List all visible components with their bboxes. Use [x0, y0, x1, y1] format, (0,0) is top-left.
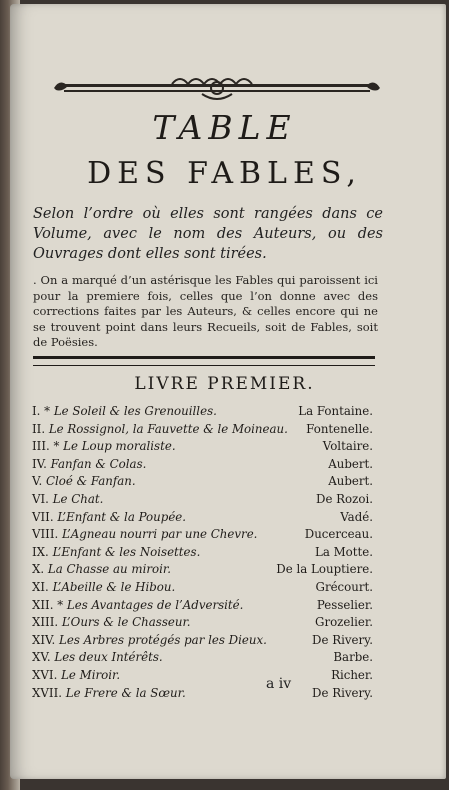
fable-title: L’Abeille & le Hibou.: [52, 579, 176, 594]
fable-title: L’Ours & le Chasseur.: [61, 615, 191, 630]
fable-author: La Fontaine.: [298, 404, 373, 418]
fable-author: Grozelier.: [315, 615, 373, 630]
fable-title: Le Miroir.: [61, 667, 121, 682]
fable-number: XIII.: [32, 615, 59, 630]
fable-author: De Rivery.: [312, 632, 373, 647]
section-title: LIVRE PREMIER.: [134, 374, 315, 394]
title-des-fables: DES FABLES,: [87, 156, 362, 191]
fable-author: Pesselier.: [316, 597, 373, 612]
fable-author: Aubert.: [328, 474, 373, 489]
fable-number: XV.: [32, 650, 51, 665]
fable-number: VII.: [32, 509, 54, 524]
fable-title: Cloé & Fanfan.: [45, 474, 136, 489]
divider-rule: [33, 356, 375, 366]
list-item: [32, 457, 373, 475]
fable-number: III. *: [32, 439, 60, 454]
fable-author: De Rivery.: [312, 685, 373, 700]
fable-author: Barbe.: [333, 650, 373, 665]
subtitle: Selon l’ordre où elles sont rangées dans ce Volume, avec le nom des Auteurs, ou des Ouvrages dont elles sont tirées.: [33, 206, 383, 262]
fable-title: Le Soleil & les Grenouilles.: [53, 404, 217, 418]
list-item: [32, 668, 373, 686]
fable-title: Le Chat.: [52, 491, 104, 506]
fable-number: VI.: [32, 491, 49, 506]
list-item: [32, 580, 373, 598]
fable-author: Grécourt.: [315, 579, 373, 594]
fable-author: De la Louptiere.: [276, 562, 373, 577]
fable-number: II.: [32, 421, 46, 436]
fable-number: I. *: [32, 404, 51, 418]
list-item: [32, 404, 373, 422]
fable-number: XI.: [32, 579, 49, 594]
fable-title: Les Arbres protégés par les Dieux.: [59, 632, 267, 647]
fable-author: Aubert.: [328, 456, 373, 471]
list-item: [32, 650, 373, 668]
fable-title: Le Frere & la Sœur.: [65, 685, 186, 700]
fable-author: Vadé.: [340, 509, 373, 524]
fable-number: XVI.: [32, 667, 58, 682]
list-item: [32, 562, 373, 580]
list-item: [32, 527, 373, 545]
fable-author: Voltaire.: [322, 439, 373, 454]
fable-author: Richer.: [331, 667, 373, 682]
list-item: [32, 510, 373, 528]
fable-title: Le Loup moraliste.: [63, 439, 176, 454]
fable-number: IX.: [32, 544, 49, 559]
fable-number: XVII.: [32, 685, 62, 700]
fable-author: Fontenelle.: [306, 421, 373, 436]
fable-title: La Chasse au miroir.: [47, 562, 171, 577]
fable-title: L’Enfant & les Noisettes.: [52, 544, 201, 559]
list-item: [32, 598, 373, 616]
fable-number: VIII.: [32, 527, 59, 542]
fable-number: IV.: [32, 456, 47, 471]
list-item: [32, 439, 373, 457]
list-item: [32, 474, 373, 492]
asterisk-note: . On a marqué d’un astérisque les Fables qui paroissent ici pour la premiere fois, celles que l’on donne avec des corrections faites par les Auteurs, & celles encore qui ne se trouvent point dans leurs Recueils, soit de Fables, soit de Poësies.: [33, 273, 378, 349]
fable-author: De Rozoi.: [315, 491, 373, 506]
title-table: TABLE: [152, 108, 297, 147]
fable-author: Ducerceau.: [304, 527, 373, 542]
list-item: [32, 633, 373, 651]
fable-number: V.: [32, 474, 43, 489]
fable-title: L’Agneau nourri par une Chevre.: [62, 527, 258, 542]
fable-title: Les Avantages de l’Adversité.: [66, 597, 244, 612]
headpiece-ornament: [52, 74, 382, 102]
fable-number: X.: [32, 562, 45, 577]
list-item: [32, 492, 373, 510]
fable-number: XIV.: [32, 632, 56, 647]
fable-author: La Motte.: [314, 544, 373, 559]
fable-title: Le Rossignol, la Fauvette & le Moineau.: [48, 421, 288, 436]
fable-title: Fanfan & Colas.: [50, 456, 147, 471]
list-item: [32, 422, 373, 440]
fable-title: Les deux Intérêts.: [54, 650, 163, 665]
list-item: [32, 615, 373, 633]
fable-title: L’Enfant & la Poupée.: [57, 509, 187, 524]
signature-mark: a iv: [266, 676, 292, 692]
list-item: [32, 686, 373, 704]
list-item: [32, 545, 373, 563]
fable-list: [32, 404, 373, 703]
fable-number: XII. *: [32, 597, 64, 612]
